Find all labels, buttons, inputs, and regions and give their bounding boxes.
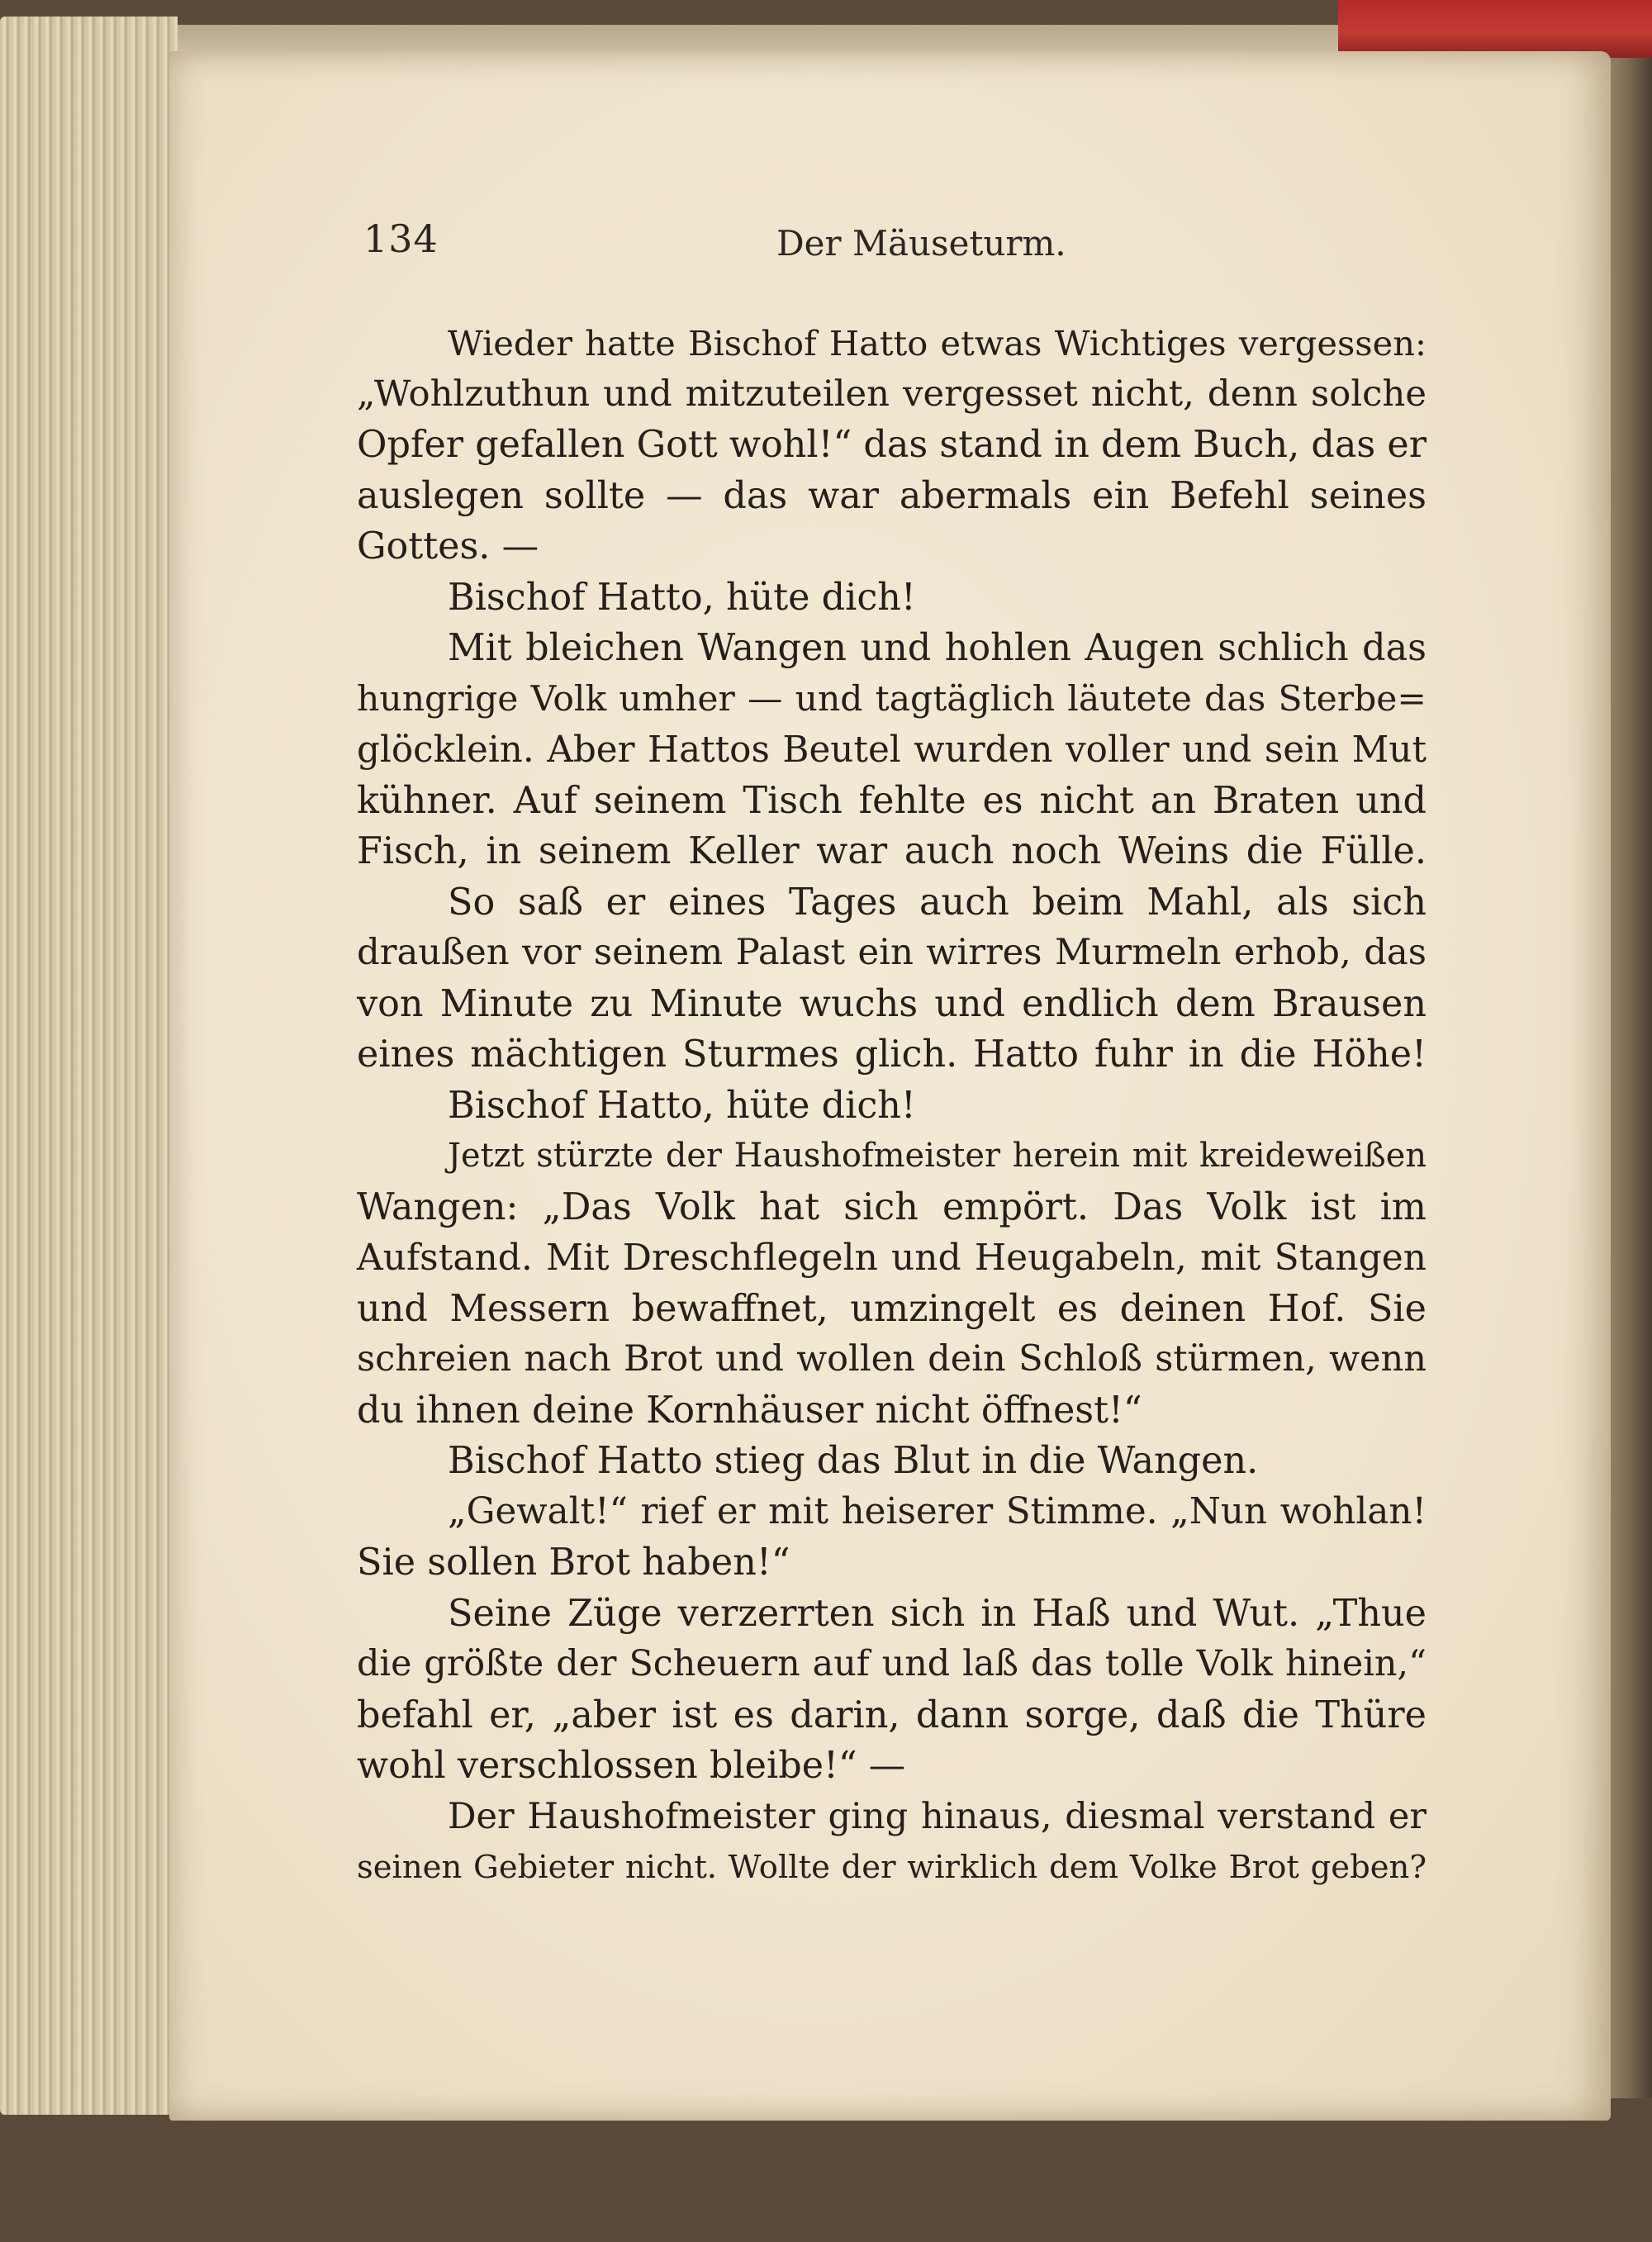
text-line: auslegen sollte — das war abermals ein Befehl seines (357, 474, 1427, 517)
page-stack-edge (0, 17, 178, 2115)
text-line: Aufstand. Mit Dreschflegeln und Heugabeln, mit Stangen (357, 1237, 1427, 1279)
text-line: befahl er, „aber ist es darin, dann sorge, daß die Thüre (357, 1693, 1427, 1736)
text-line: Bischof Hatto, hüte dich! (448, 576, 916, 619)
text-line: „Gewalt!“ rief er mit heiserer Stimme. „Nun wohlan! (448, 1490, 1427, 1532)
text-line: Wieder hatte Bischof Hatto etwas Wichtiges vergessen: (448, 323, 1427, 363)
text-line: draußen vor seinem Palast ein wirres Murmeln erhob, das (357, 932, 1427, 973)
text-line: Bischof Hatto, hüte dich! (448, 1084, 916, 1127)
text-line: Mit bleichen Wangen und hohlen Augen schlich das (448, 627, 1427, 669)
running-header-title: Der Mäuseturm. (776, 223, 1066, 264)
text-line: Fisch, in seinem Keller war auch noch Weins die Fülle. (357, 830, 1427, 872)
text-line: Jetzt stürzte der Haushofmeister herein mit kreideweißen (448, 1137, 1427, 1175)
text-line: hungrige Volk umher — und tagtäglich läutete das Sterbe= (357, 678, 1427, 720)
text-line: eines mächtigen Sturmes glich. Hatto fuhr in die Höhe! (357, 1033, 1427, 1076)
text-line: Gottes. — (357, 525, 539, 568)
text-line: glöcklein. Aber Hattos Beutel wurden voller und sein Mut (357, 729, 1427, 771)
text-line: Der Haushofmeister ging hinaus, diesmal verstand er (448, 1795, 1427, 1837)
text-line: seinen Gebieter nicht. Wollte der wirklich dem Volke Brot geben? (357, 1849, 1427, 1886)
text-line: Seine Züge verzerrten sich in Haß und Wut. „Thue (448, 1592, 1427, 1635)
text-line: und Messern bewaffnet, umzingelt es deinen Hof. Sie (357, 1287, 1427, 1330)
text-line: „Wohlzuthun und mitzuteilen vergesset nicht, denn solche (357, 373, 1427, 415)
body-text (357, 318, 1427, 1893)
red-cover-edge (1338, 0, 1652, 58)
text-line: Opfer gefallen Gott wohl!“ das stand in dem Buch, das er (357, 424, 1427, 466)
text-line: So saß er eines Tages auch beim Mahl, als sich (448, 881, 1427, 924)
text-line: Sie sollen Brot haben!“ (357, 1541, 790, 1584)
text-line: kühner. Auf seinem Tisch fehlte es nicht an Braten und (357, 779, 1427, 822)
page-number: 134 (363, 216, 439, 261)
text-line: von Minute zu Minute wuchs und endlich dem Brausen (357, 982, 1427, 1025)
text-line: Bischof Hatto stieg das Blut in die Wangen. (448, 1440, 1259, 1482)
text-line: die größte der Scheuern auf und laß das tolle Volk hinein,“ (357, 1643, 1427, 1684)
text-line: du ihnen deine Kornhäuser nicht öffnest!“ (357, 1389, 1142, 1432)
text-line: wohl verschlossen bleibe!“ — (357, 1745, 906, 1787)
text-line: schreien nach Brot und wollen dein Schloß stürmen, wenn (357, 1338, 1427, 1380)
text-line: Wangen: „Das Volk hat sich empört. Das Volk ist im (357, 1185, 1427, 1228)
